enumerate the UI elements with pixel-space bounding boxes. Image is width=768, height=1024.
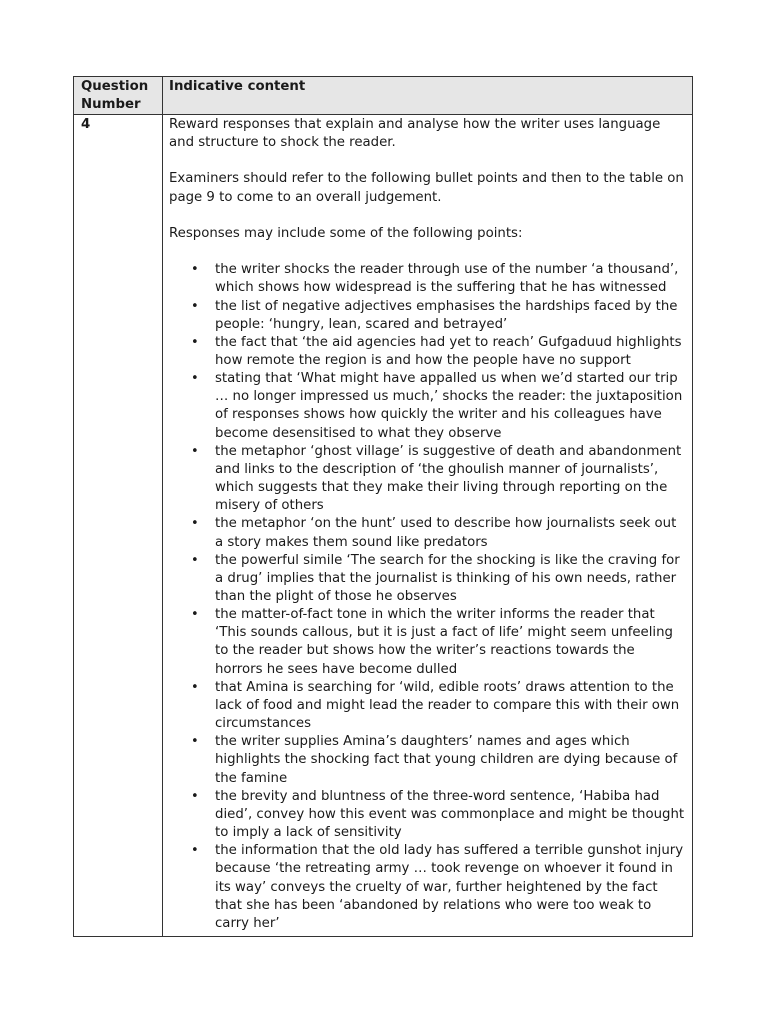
bullet-item: • the powerful simile ‘The search for the shocking is like the craving for a drug’ implies that the journalist is thinking of his own needs, rather than the plight of those he observes bbox=[215, 552, 686, 606]
bullet-item: • the matter-of-fact tone in which the writer informs the reader that ‘This sounds callous, but it is just a fact of life’ might seem unfeeling to the reader but shows how the writer’s reactions towards the horrors he sees have become dulled bbox=[215, 606, 686, 679]
header-question-number bbox=[74, 77, 163, 115]
bullet-item: • the metaphor ‘on the hunt’ used to describe how journalists seek out a story makes them sound like predators bbox=[215, 515, 686, 551]
paragraph-examiners: Examiners should refer to the following bullet points and then to the table on page 9 to come to an overall judgement. bbox=[169, 171, 684, 205]
header-indicative-content bbox=[163, 77, 693, 115]
table-header-row bbox=[74, 77, 693, 115]
question-number-cell bbox=[74, 115, 163, 937]
question-number: 4 bbox=[81, 117, 91, 132]
mark-scheme-table bbox=[73, 76, 693, 937]
bullet-item: • stating that ‘What might have appalled us when we’d started our trip … no longer impressed us much,’ shocks the reader: the juxtaposition of responses shows how quickly the writer and his colleagues have become desensitised to what they observe bbox=[215, 370, 686, 443]
bullet-item: • the brevity and bluntness of the three-word sentence, ‘Habiba had died’, convey how this event was commonplace and might be thought to imply a lack of sensitivity bbox=[215, 788, 686, 842]
header-indicative-content-label: Indicative content bbox=[169, 79, 306, 94]
paragraph-responses: Responses may include some of the following points: bbox=[169, 225, 523, 241]
bullet-item: • the writer supplies Amina’s daughters’ names and ages which highlights the shocking fact that young children are dying because of the famine bbox=[215, 733, 686, 787]
bullet-item: • the fact that ‘the aid agencies had yet to reach’ Gufgaduud highlights how remote the region is and how the people have no support bbox=[215, 334, 686, 370]
header-question-number-label: Question Number bbox=[81, 79, 149, 112]
paragraph-reward: Reward responses that explain and analyse how the writer uses language and structure to shock the reader. bbox=[169, 117, 661, 151]
bullet-item: • the information that the old lady has suffered a terrible gunshot injury because ‘the retreating army … took revenge on whoever it found in its way’ conveys the cruelty of war, further heightened by the fact that she has been ‘abandoned by relations who were too weak to carry her’ bbox=[215, 842, 686, 933]
indicative-content-cell bbox=[163, 115, 693, 937]
bullet-list bbox=[169, 261, 686, 933]
table-row bbox=[74, 115, 693, 937]
bullet-item: • the writer shocks the reader through use of the number ‘a thousand’, which shows how widespread is the suffering that he has witnessed bbox=[215, 261, 686, 297]
indicative-content bbox=[163, 115, 692, 936]
bullet-item: • the list of negative adjectives emphasises the hardships faced by the people: ‘hungry, lean, scared and betrayed’ bbox=[215, 298, 686, 334]
bullet-item: • the metaphor ‘ghost village’ is suggestive of death and abandonment and links to the description of ‘the ghoulish manner of journalists’, which suggests that they make their living through reporting on the misery of others bbox=[215, 443, 686, 516]
bullet-item: • that Amina is searching for ‘wild, edible roots’ draws attention to the lack of food and might lead the reader to compare this with their own circumstances bbox=[215, 679, 686, 733]
